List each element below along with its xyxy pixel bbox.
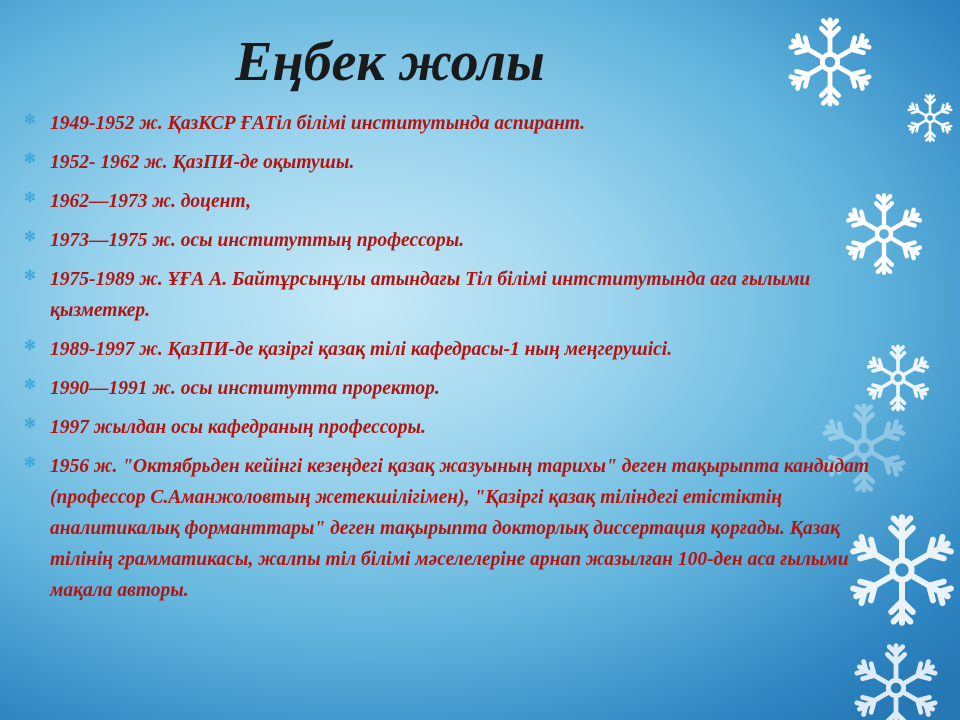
list-item <box>22 264 882 326</box>
snowflake-bullet-icon: ✻ <box>24 230 36 245</box>
list-item-text: 1956 ж. "Октябрьден кейінгі кезеңдегі қазақ жазуының тарихы" деген тақырыпта кандидат (профессор С.Аманжоловтың жетекшілігімен), "Қазіргі қазақ тіліндегі етістіктің аналитикалық форманттары" деген тақырыпта докторлық диссертация қорғады. Қазақ тілінің грамматикасы, жалпы тіл білімі мәселелеріне арнап жазылған 100-ден аса ғылыми мақала авторы. <box>50 456 869 601</box>
snowflake-icon <box>904 92 956 144</box>
list-item <box>22 147 882 178</box>
list-item <box>22 334 882 365</box>
career-list <box>22 108 882 614</box>
snowflake-bullet-icon: ✻ <box>24 191 36 206</box>
list-item <box>22 186 882 217</box>
snowflake-icon <box>782 14 878 110</box>
list-item-text: 1975-1989 ж. ҰҒА А. Байтұрсынұлы атындағы Тіл білімі интститутында аға ғылыми қызметкер. <box>50 269 811 321</box>
list-item-text: 1997 жылдан осы кафедраның профессоры. <box>50 417 426 438</box>
list-item <box>22 451 882 606</box>
list-item <box>22 373 882 404</box>
list-item-text: 1949-1952 ж. ҚазКСР ҒАТіл білімі институтында аспирант. <box>50 113 586 134</box>
list-item-text: 1973—1975 ж. осы институттың профессоры. <box>50 230 465 251</box>
snowflake-bullet-icon: ✻ <box>24 378 36 393</box>
snowflake-bullet-icon: ✻ <box>24 456 36 471</box>
list-item <box>22 225 882 256</box>
snowflake-bullet-icon: ✻ <box>24 339 36 354</box>
snowflake-bullet-icon: ✻ <box>24 417 36 432</box>
snowflake-bullet-icon: ✻ <box>24 269 36 284</box>
list-item-text: 1990—1991 ж. осы институтта проректор. <box>50 378 440 399</box>
slide-title: Еңбек жолы <box>235 31 545 93</box>
list-item-text: 1962—1973 ж. доцент, <box>50 191 251 212</box>
list-item <box>22 412 882 443</box>
list-item-text: 1989-1997 ж. ҚазПИ-де қазіргі қазақ тілі кафедрасы-1 ның меңгерушісі. <box>50 339 673 360</box>
list-item <box>22 108 882 139</box>
list-item-text: 1952- 1962 ж. ҚазПИ-де оқытушы. <box>50 152 355 173</box>
snowflake-bullet-icon: ✻ <box>24 113 36 128</box>
snowflake-bullet-icon: ✻ <box>24 152 36 167</box>
snowflake-icon <box>848 640 944 720</box>
